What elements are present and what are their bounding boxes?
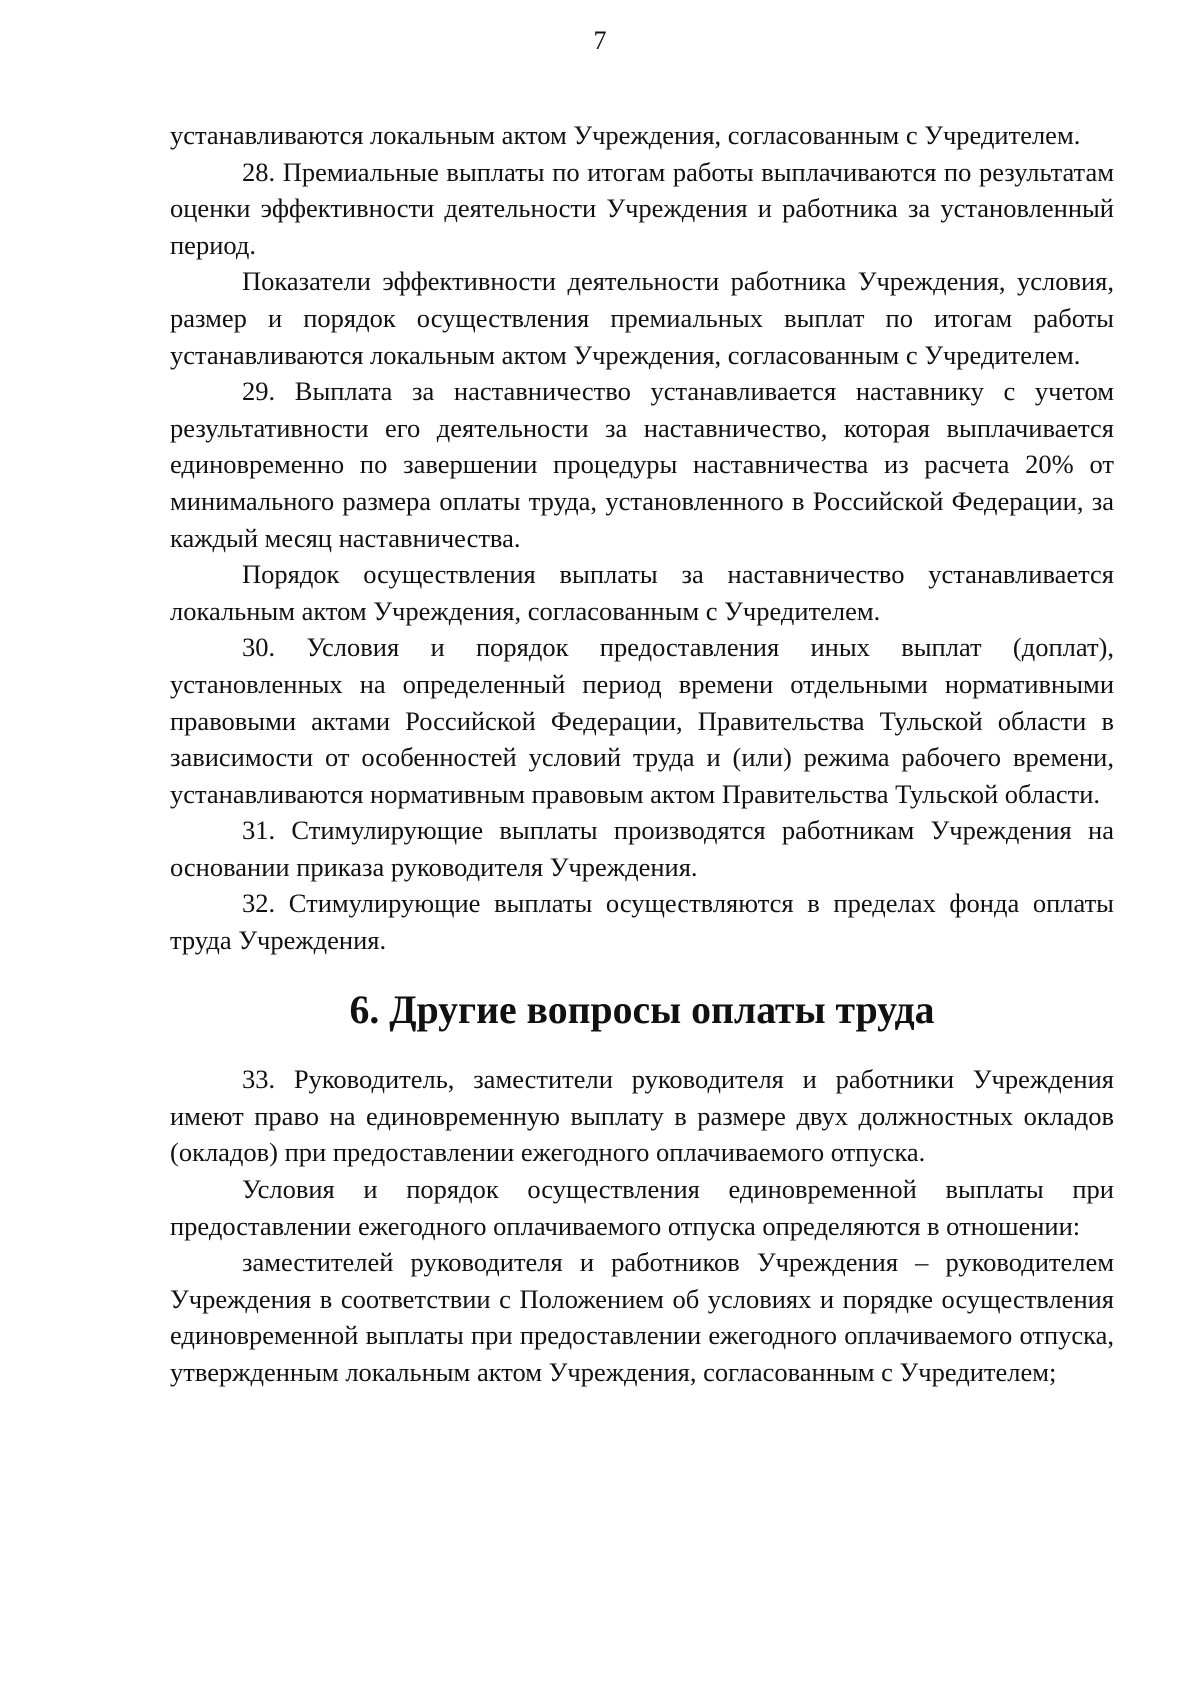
paragraph-item-32: 32. Стимулирующие выплаты осуществляются в пределах фонда оплаты труда Учреждения. <box>170 888 1114 956</box>
paragraph-item-31: 31. Стимулирующие выплаты производятся работникам Учреждения на основании приказа руководителя Учреждения. <box>170 815 1114 882</box>
paragraph-mentoring-procedure: Порядок осуществления выплаты за наставничество устанавливается локальным актом Учреждения, согласованным с Учредителем. <box>170 559 1114 626</box>
paragraph-item-30: 30. Условия и порядок предоставления иных выплат (доплат), установленных на определенный период времени отдельными нормативными правовыми актами Российской Федерации, Правительства Тульской области в зависимости от особенностей условий труда и (или) режима рабочего времени, устанавливаются нормативным правовым актом Правительства Тульской области. <box>170 632 1114 809</box>
paragraph-continuation: устанавливаются локальным актом Учреждения, согласованным с Учредителем. <box>170 120 1081 150</box>
paragraph-item-29: 29. Выплата за наставничество устанавливается наставнику с учетом результативности его деятельности за наставничество, которая выплачивается единовременно по завершении процедуры наставничества из расчета 20% от минимального размера оплаты труда, установленного в Российской Федерации, за каждый месяц наставничества. <box>170 376 1114 553</box>
paragraph-item-33: 33. Руководитель, заместители руководителя и работники Учреждения имеют право на единовременную выплату в размере двух должностных окладов (окладов) при предоставлении ежегодного оплачиваемого отпуска. <box>170 1064 1114 1168</box>
paragraph-item-28: 28. Премиальные выплаты по итогам работы выплачиваются по результатам оценки эффективности деятельности Учреждения и работника за установленный период. <box>170 156 1114 260</box>
document-body <box>170 117 1114 1391</box>
paragraph-vacation-payment-conditions: Условия и порядок осуществления единовременной выплаты при предоставлении ежегодного оплачиваемого отпуска определяются в отношении: <box>170 1174 1114 1241</box>
page-number: 7 <box>593 26 607 55</box>
section-heading: 6. Другие вопросы оплаты труда <box>349 987 935 1032</box>
paragraph-deputies-and-employees: заместителей руководителя и работников Учреждения – руководителем Учреждения в соответствии с Положением об условиях и порядке осуществления единовременной выплаты при предоставлении ежегодного оплачиваемого отпуска, утвержденным локальным актом Учреждения, согласованным с Учредителем; <box>170 1247 1114 1387</box>
paragraph-performance-indicators: Показатели эффективности деятельности работника Учреждения, условия, размер и порядок осуществления премиальных выплат по итогам работы устанавливаются локальным актом Учреждения, согласованным с Учредителем. <box>170 266 1114 370</box>
